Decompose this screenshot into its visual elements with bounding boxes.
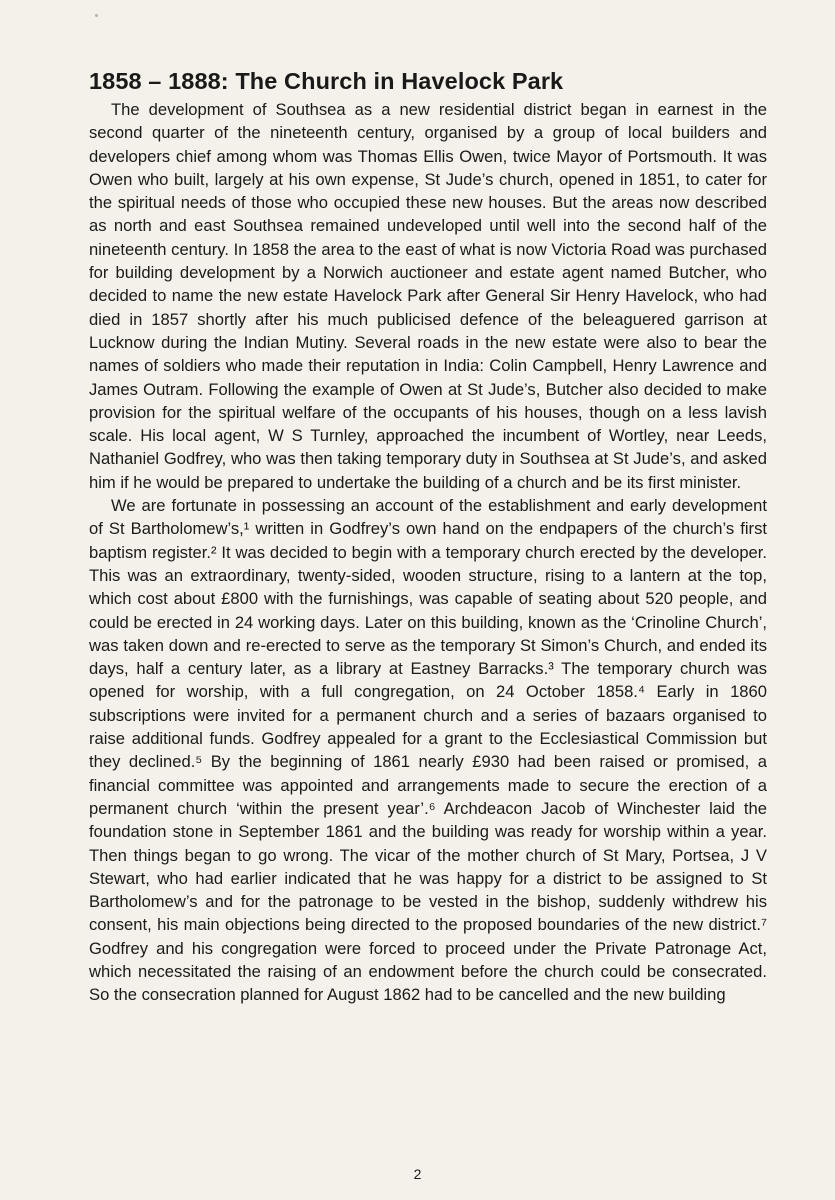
body-paragraph: We are fortunate in possessing an account of the establishment and early development of St Bartholomew’s,¹ written in Godfrey’s own hand on the endpapers of the church’s first baptism register.² It was decided to begin with a temporary church erected by the developer. This was an extraordinary, twenty-sided, wooden structure, rising to a lantern at the top, which cost about £800 with the furnishings, was capable of seating about 520 people, and could be erected in 24 working days. Later on this building, known as the ‘Crinoline Church’, was taken down and re-erected to serve as the temporary St Simon’s Church, and ended its days, half a century later, as a library at Eastney Barracks.³ The temporary church was opened for worship, with a full congregation, on 24 October 1858.⁴ Early in 1860 subscriptions were invited for a permanent church and a series of bazaars organised to raise additional funds. Godfrey appealed for a grant to the Ecclesiastical Commission but they declined.⁵ By the beginning of 1861 nearly £930 had been raised or promised, a financial committee was appointed and arrangements made to secure the erection of a permanent church ‘within the present year’.⁶ Archdeacon Jacob of Winchester laid the foundation stone in September 1861 and the building was ready for worship within a year. Then things began to go wrong. The vicar of the mother church of St Mary, Portsea, J V Stewart, who had earlier indicated that he was happy for a district to be assigned to St Bartholomew’s and for the patronage to be vested in the bishop, suddenly withdrew his consent, his main objections being directed to the proposed boundaries of the new district.⁷ Godfrey and his congregation were forced to proceed under the Private Patronage Act, which necessitated the raising of an endowment before the church could be consecrated. So the consecration planned for August 1862 had to be cancelled and the new building [89, 496, 767, 1005]
page-number: 2 [413, 1166, 422, 1182]
section-title: 1858 – 1888: The Church in Havelock Park [89, 68, 564, 94]
document-page [89, 66, 767, 1007]
paper-speck [95, 14, 98, 17]
body-paragraph: The development of Southsea as a new residential district began in earnest in the second quarter of the nineteenth century, organised by a group of local builders and developers chief among whom was Thomas Ellis Owen, twice Mayor of Portsmouth. It was Owen who built, largely at his own expense, St Jude’s church, opened in 1851, to cater for the spiritual needs of those who occupied these new houses. But the areas now described as north and east Southsea remained undeveloped until well into the second half of the nineteenth century. In 1858 the area to the east of what is now Victoria Road was purchased for building development by a Norwich auctioneer and estate agent named Butcher, who decided to name the new estate Havelock Park after General Sir Henry Havelock, who had died in 1857 shortly after his much publicised defence of the beleaguered garrison at Lucknow during the Indian Mutiny. Several roads in the new estate were also to bear the names of soldiers who made their reputation in India: Colin Campbell, Henry Lawrence and James Outram. Following the example of Owen at St Jude’s, Butcher also decided to make provision for the spiritual welfare of the occupants of his houses, though on a less lavish scale. His local agent, W S Turnley, approached the incumbent of Wortley, near Leeds, Nathaniel Godfrey, who was then taking temporary duty in Southsea at St Jude’s, and asked him if he would be prepared to undertake the building of a church and be its first minister. [89, 100, 767, 492]
